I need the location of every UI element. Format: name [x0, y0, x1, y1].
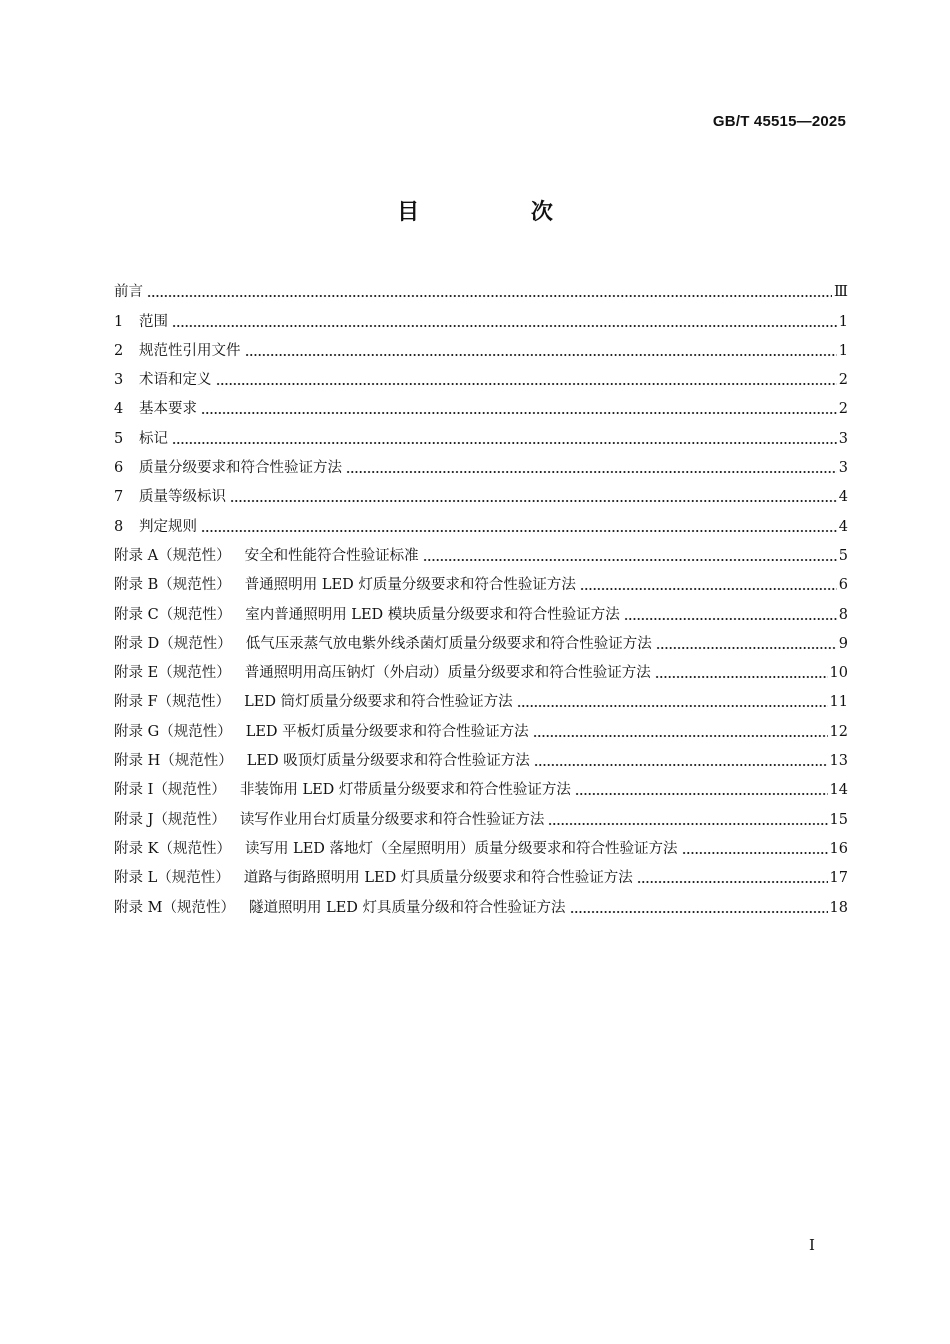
table-of-contents — [114, 273, 848, 918]
toc-entry-label — [114, 546, 421, 566]
toc-entry[interactable] — [114, 332, 848, 361]
toc-entry-title: 标记 — [139, 430, 168, 447]
toc-entry-title: 质量等级标识 — [139, 489, 226, 506]
toc-entry[interactable] — [114, 449, 848, 478]
toc-page-number: 10 — [829, 665, 848, 682]
toc-entry-label — [114, 282, 145, 302]
toc-page-number: Ⅲ — [834, 284, 848, 301]
toc-entry[interactable] — [114, 419, 848, 448]
toc-page-number: 1 — [838, 342, 848, 359]
toc-page-number: 16 — [829, 840, 848, 857]
toc-entry-label — [114, 370, 214, 390]
toc-entry[interactable] — [114, 654, 848, 683]
toc-entry-label — [114, 898, 568, 918]
dot-leader — [423, 559, 837, 561]
toc-clause-number: 4 — [114, 401, 124, 418]
toc-page-number: 4 — [838, 489, 848, 506]
page-number: Ⅰ — [809, 1236, 815, 1254]
toc-entry-title: LED 筒灯质量分级要求和符合性验证方法 — [244, 694, 513, 711]
dot-leader — [682, 852, 828, 854]
toc-entry-title: LED 吸顶灯质量分级要求和符合性验证方法 — [246, 753, 530, 770]
toc-clause-number: 5 — [114, 430, 124, 447]
toc-page-number: 12 — [829, 723, 848, 740]
dot-leader — [201, 412, 837, 414]
toc-entry[interactable] — [114, 566, 848, 595]
dot-leader — [216, 383, 837, 385]
toc-page-number: 9 — [838, 635, 848, 652]
toc-entry-title: 判定规则 — [139, 518, 197, 535]
dot-leader — [548, 823, 827, 825]
toc-page-number: 4 — [838, 518, 848, 535]
dot-leader — [172, 325, 837, 327]
toc-annex-label: 附录 E（规范性） — [114, 665, 231, 682]
toc-entry-title: 非装饰用 LED 灯带质量分级要求和符合性验证方法 — [239, 782, 571, 799]
toc-annex-label: 附录 K（规范性） — [114, 840, 231, 857]
toc-entry-label — [114, 810, 546, 830]
toc-entry-label — [114, 839, 680, 859]
toc-entry-title: 读写用 LED 落地灯（全屋照明用）质量分级要求和符合性验证方法 — [244, 840, 678, 857]
toc-entry-label — [114, 634, 654, 654]
toc-entry[interactable] — [114, 478, 848, 507]
toc-entry[interactable] — [114, 507, 848, 536]
toc-entry-label — [114, 780, 573, 800]
dot-leader — [245, 354, 837, 356]
toc-page-number: 1 — [838, 313, 848, 330]
toc-annex-label: 附录 C（规范性） — [114, 606, 232, 623]
toc-clause-number: 8 — [114, 518, 124, 535]
toc-entry[interactable] — [114, 683, 848, 712]
toc-entry-label — [114, 605, 622, 625]
dot-leader — [656, 647, 837, 649]
standard-code: GB/T 45515—2025 — [712, 113, 846, 130]
dot-leader — [655, 676, 828, 678]
toc-page-number: 17 — [829, 870, 848, 887]
dot-leader — [534, 764, 828, 766]
toc-entry-title: 低气压汞蒸气放电紫外线杀菌灯质量分级要求和符合性验证方法 — [245, 635, 652, 652]
toc-entry-title: 质量分级要求和符合性验证方法 — [139, 460, 342, 477]
toc-clause-number: 1 — [114, 313, 124, 330]
dot-leader — [580, 588, 837, 590]
toc-entry-title: 安全和性能符合性验证标准 — [244, 547, 419, 564]
toc-entry-title: 道路与街路照明用 LED 灯具质量分级要求和符合性验证方法 — [243, 870, 633, 887]
toc-entry[interactable] — [114, 625, 848, 654]
toc-page-number: 13 — [829, 753, 848, 770]
toc-entry[interactable] — [114, 712, 848, 741]
toc-annex-label: 附录 B（规范性） — [114, 577, 231, 594]
toc-entry-title: 术语和定义 — [139, 372, 212, 389]
toc-page-number: 3 — [838, 460, 848, 477]
toc-entry-title: 普通照明用 LED 灯质量分级要求和符合性验证方法 — [244, 577, 576, 594]
toc-page-number: 18 — [829, 899, 848, 916]
toc-page-number: 14 — [829, 782, 848, 799]
toc-entry-label — [114, 458, 344, 478]
dot-leader — [201, 530, 837, 532]
toc-entry[interactable] — [114, 273, 848, 302]
toc-entry[interactable] — [114, 800, 848, 829]
toc-annex-label: 附录 M（规范性） — [114, 899, 235, 916]
toc-entry-label — [114, 399, 199, 419]
dot-leader — [575, 793, 828, 795]
toc-annex-label: 附录 J（规范性） — [114, 811, 226, 828]
toc-entry-title: 室内普通照明用 LED 模块质量分级要求和符合性验证方法 — [245, 606, 620, 623]
toc-clause-number: 2 — [114, 342, 124, 359]
toc-entry-label — [114, 517, 199, 537]
toc-entry-title: LED 平板灯质量分级要求和符合性验证方法 — [245, 723, 529, 740]
toc-clause-number: 3 — [114, 372, 124, 389]
toc-entry[interactable] — [114, 771, 848, 800]
toc-page-number: 5 — [838, 547, 848, 564]
toc-clause-number: 6 — [114, 460, 124, 477]
toc-entry[interactable] — [114, 595, 848, 624]
toc-entry-title: 普通照明用高压钠灯（外启动）质量分级要求和符合性验证方法 — [244, 665, 651, 682]
dot-leader — [147, 295, 832, 297]
toc-entry[interactable] — [114, 361, 848, 390]
toc-entry[interactable] — [114, 537, 848, 566]
toc-annex-label: 附录 G（规范性） — [114, 723, 232, 740]
toc-entry[interactable] — [114, 859, 848, 888]
toc-entry[interactable] — [114, 742, 848, 771]
toc-page-number: 3 — [838, 430, 848, 447]
toc-entry-label — [114, 341, 243, 361]
toc-entry-label — [114, 722, 531, 742]
toc-annex-label: 附录 H（规范性） — [114, 753, 233, 770]
toc-entry[interactable] — [114, 830, 848, 859]
toc-annex-label: 附录 D（规范性） — [114, 635, 232, 652]
dot-leader — [346, 471, 837, 473]
toc-clause-number: 7 — [114, 489, 124, 506]
toc-entry[interactable] — [114, 888, 848, 917]
toc-entry-label — [114, 663, 653, 683]
dot-leader — [637, 881, 828, 883]
toc-page-number: 11 — [829, 694, 848, 711]
dot-leader — [172, 442, 837, 444]
toc-annex-label: 附录 F（规范性） — [114, 694, 231, 711]
toc-entry-label — [114, 751, 532, 771]
dot-leader — [624, 618, 837, 620]
dot-leader — [533, 735, 828, 737]
toc-annex-label: 附录 A（规范性） — [114, 547, 231, 564]
toc-page-number: 2 — [838, 401, 848, 418]
toc-annex-label: 附录 L（规范性） — [114, 870, 230, 887]
toc-annex-label: 附录 I（规范性） — [114, 782, 226, 799]
dot-leader — [230, 500, 837, 502]
toc-entry-label — [114, 487, 228, 507]
toc-page-number: 2 — [838, 372, 848, 389]
toc-entry[interactable] — [114, 390, 848, 419]
toc-page-number: 8 — [838, 606, 848, 623]
page-title: 目 次 — [397, 200, 605, 225]
dot-leader — [570, 911, 828, 913]
toc-page-number: 15 — [829, 811, 848, 828]
toc-entry-label — [114, 868, 635, 888]
toc-entry-label — [114, 692, 515, 712]
toc-entry-title: 范围 — [139, 313, 168, 330]
dot-leader — [517, 705, 828, 707]
toc-entry-title: 规范性引用文件 — [139, 342, 241, 359]
toc-entry-label — [114, 575, 578, 595]
toc-entry-title: 前言 — [114, 284, 143, 301]
toc-entry[interactable] — [114, 302, 848, 331]
toc-entry-title: 隧道照明用 LED 灯具质量分级和符合性验证方法 — [248, 899, 566, 916]
toc-page-number: 6 — [838, 577, 848, 594]
toc-entry-label — [114, 312, 170, 332]
toc-entry-label — [114, 429, 170, 449]
toc-entry-title: 读写作业用台灯质量分级要求和符合性验证方法 — [239, 811, 545, 828]
toc-entry-title: 基本要求 — [139, 401, 197, 418]
